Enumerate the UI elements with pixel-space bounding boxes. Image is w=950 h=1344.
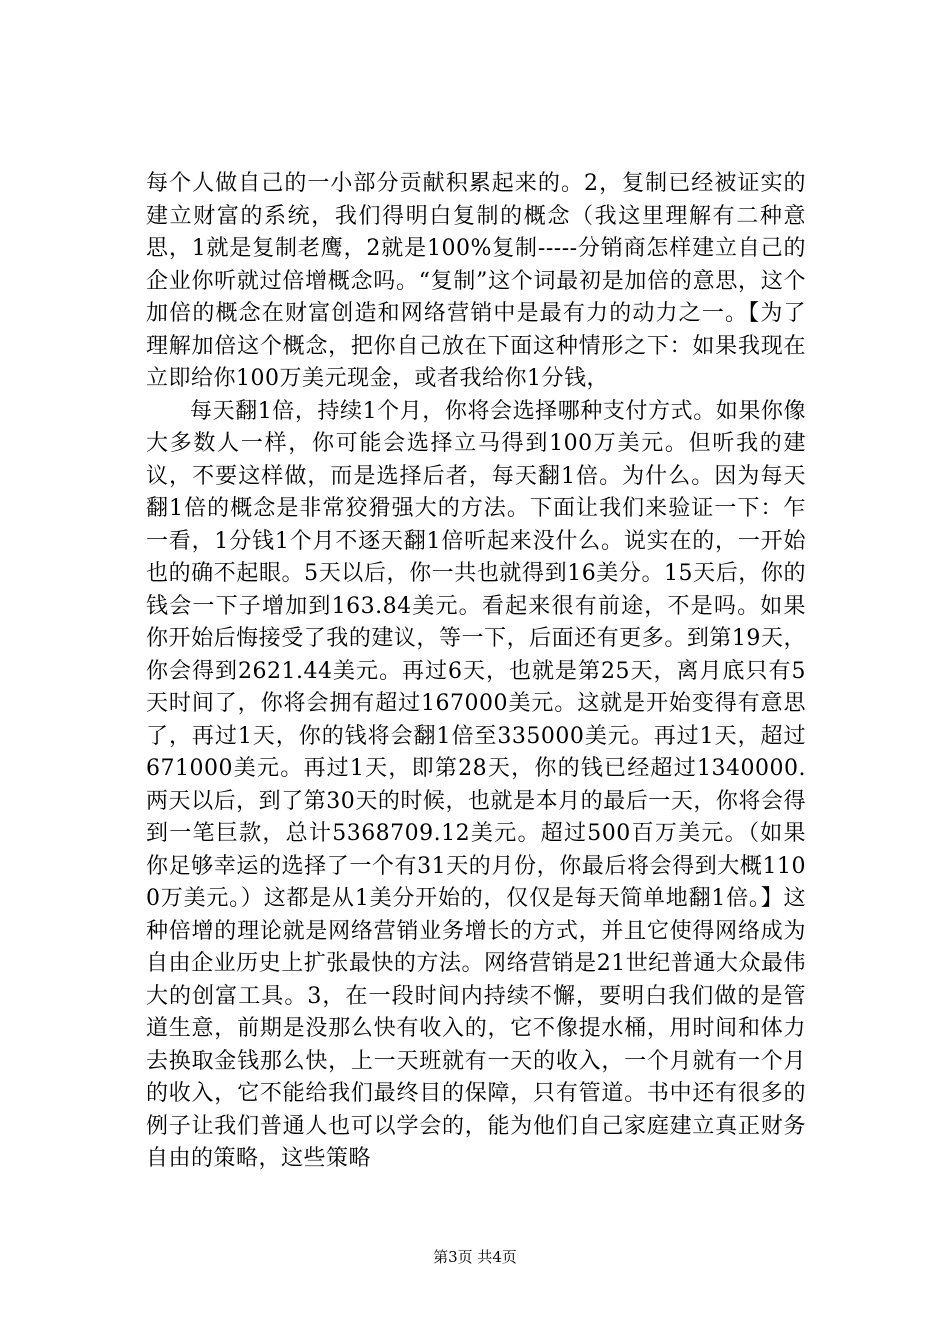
paragraph-2: 每天翻1倍，持续1个月，你将会选择哪种支付方式。如果你像大多数人一样，你可能会选择立马得到100万美元。但听我的建议，不要这样做，而是选择后者，每天翻1倍。为什么。因为每天翻1倍的概念是非常狡猾强大的方法。下面让我们来验证一下：乍一看，1分钱1个月不逐天翻1倍听起来没什么。说实在的，一开始也的确不起眼。5天以后，你一共也就得到16美分。15天后，你的钱会一下子增加到163.84美元。看起来很有前途，不是吗。如果你开始后悔接受了我的建议，等一下，后面还有更多。到第19天，你会得到2621.44美元。再过6天，也就是第25天，离月底只有5天时间了，你将会拥有超过167000美元。这就是开始变得有意思了，再过1天，你的钱将会翻1倍至335000美元。再过1天，超过671000美元。再过1天，即第28天，你的钱已经超过1340000.两天以后，到了第30天的时候，也就是本月的最后一天，你将会得到一笔巨款，总计5368709.12美元。超过500百万美元。（如果你足够幸运的选择了一个有31天的月份，你最后将会得到大概1100万美元。）这都是从1美分开始的，仅仅是每天简单地翻1倍。】这种倍增的理论就是网络营销业务增长的方式，并且它使得网络成为自由企业历史上扩张最快的方法。网络营销是21世纪普通大众最伟大的创富工具。3，在一段时间内持续不懈，要明白我们做的是管道生意，前期是没那么快有收入的，它不像提水桶，用时间和体力去换取金钱那么快，上一天班就有一天的收入，一个月就有一个月的收入，它不能给我们最终目的保障，只有管道。书中还有很多的例子让我们普通人也可以学会的，能为他们自己家庭建立真正财务自由的策略，这些策略 [146,398,806,1171]
paragraph-1: 每个人做自己的一小部分贡献积累起来的。2，复制已经被证实的建立财富的系统，我们得明白复制的概念（我这里理解有二种意思，1就是复制老鹰，2就是100%复制-----分销商怎样建立自己的企业你听就过倍增概念吗。“复制”这个词最初是加倍的意思，这个加倍的概念在财富创造和网络营销中是最有力的动力之一。【为了理解加倍这个概念，把你自己放在下面这种情形之下：如果我现在立即给你100万美元现金，或者我给你1分钱， [146,171,806,391]
page-number: 第3页 共4页 [433,1248,517,1266]
page-footer [0,1247,950,1267]
document-body [146,168,806,1176]
